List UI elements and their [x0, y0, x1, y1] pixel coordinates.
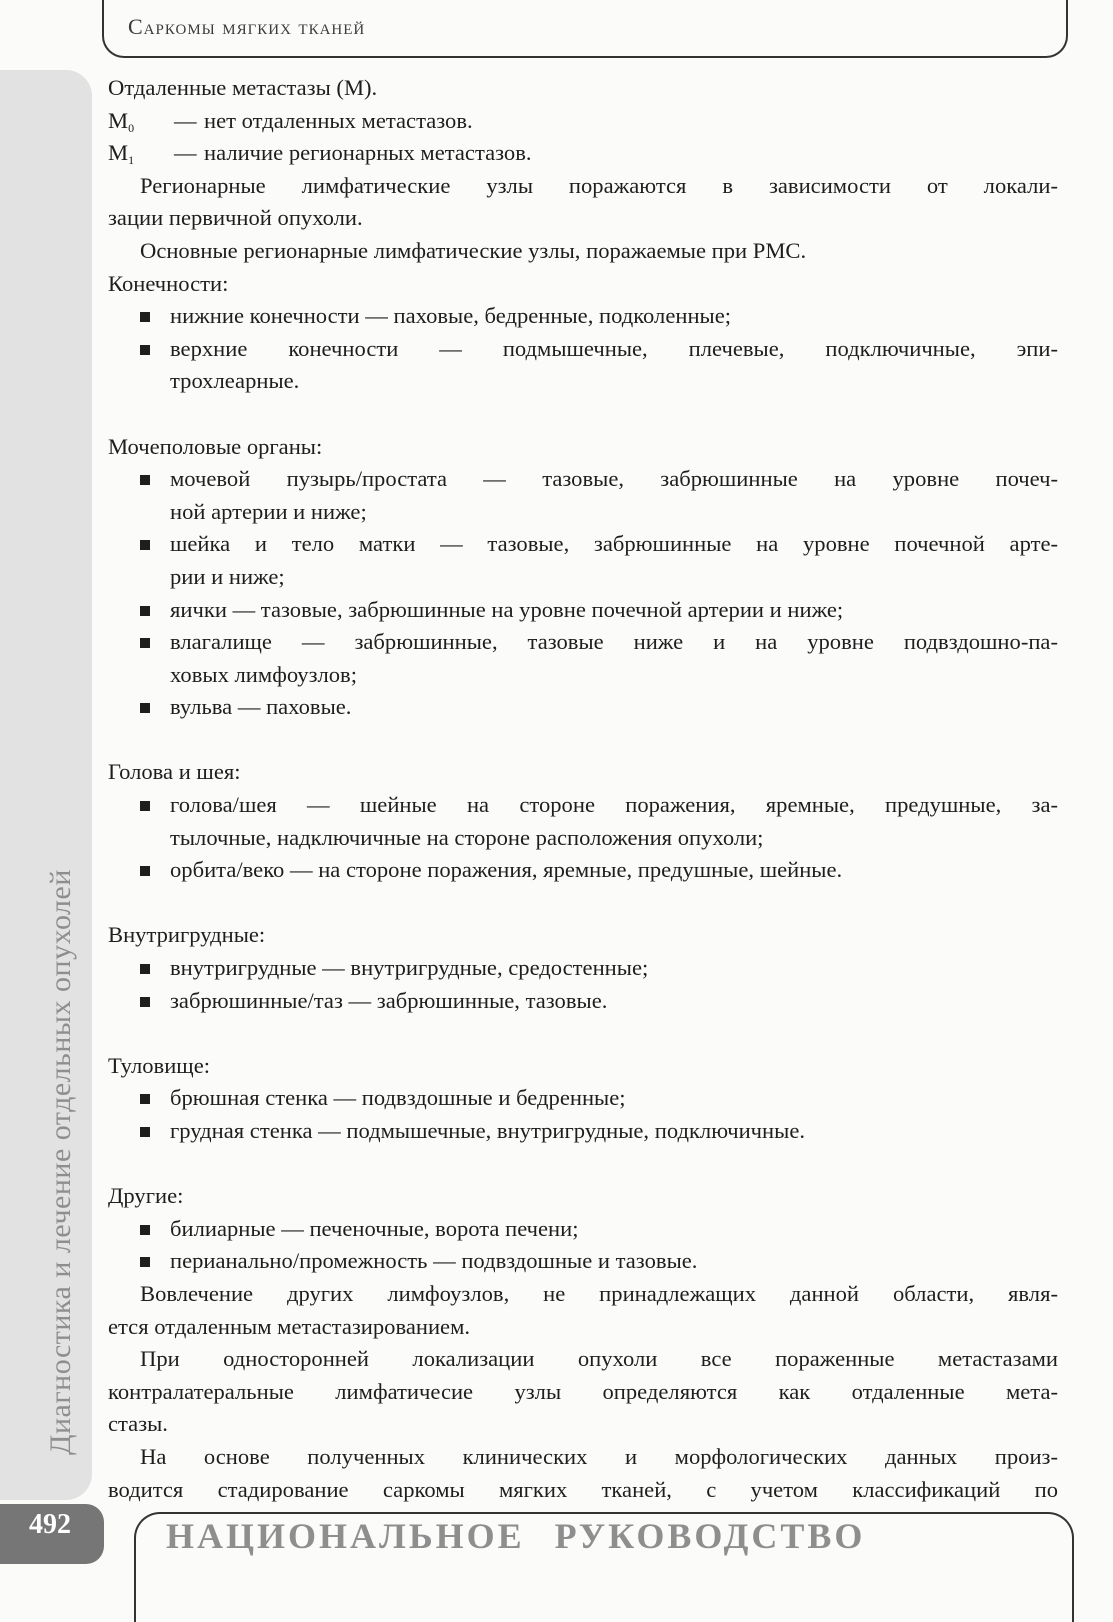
metastasis-heading: Отдаленные метастазы (М).	[108, 75, 378, 100]
list-item: перианально/промежность — подвздошные и тазовые.	[108, 1245, 1058, 1278]
series-title: НАЦИОНАЛЬНОЕ РУКОВОДСТВО	[166, 1516, 866, 1556]
list-item-continuation: трохлеарные.	[170, 368, 300, 394]
intro-paragraph-line: зации первичной опухоли.	[108, 205, 363, 231]
list-item: верхние конечности — подмышечные, плечевые, подключичные, эпи-	[108, 333, 1058, 366]
list-item: грудная стенка — подмышечные, внутригрудные, подключичные.	[108, 1115, 1058, 1148]
list-item: билиарные — печеночные, ворота печени;	[108, 1213, 1058, 1246]
list-item: забрюшинные/таз — забрюшинные, тазовые.	[108, 985, 1058, 1018]
intro-paragraph-2: Основные регионарные лимфатические узлы, поражаемые при РМС.	[140, 237, 807, 263]
list-item: брюшная стенка — подвздошные и бедренные;	[108, 1082, 1058, 1115]
closing-paragraphs	[108, 1278, 1058, 1506]
page-body	[108, 72, 1058, 1506]
section-gap	[108, 887, 1058, 920]
paragraph-line: контралатеральные лимфатичесие узлы определяются как отдаленные мета-	[108, 1378, 1058, 1404]
list-item-continuation: тылочные, надключичные на стороне расположения опухоли;	[170, 824, 764, 850]
list-item: орбита/веко — на стороне поражения, яремные, предушные, шейные.	[108, 854, 1058, 887]
list-item: нижние конечности — паховые, бедренные, подколенные;	[108, 300, 1058, 333]
section-title: Голова и шея:	[108, 759, 241, 785]
section-title: Мочеполовые органы:	[108, 433, 323, 459]
list-item: шейка и тело матки — тазовые, забрюшинные на уровне почечной арте-	[108, 528, 1058, 561]
lymph-node-sections	[108, 268, 1058, 1278]
list-item-continuation: ной артерии и ниже;	[170, 498, 367, 524]
paragraph-line: При односторонней локализации опухоли все пораженные метастазами	[140, 1346, 1058, 1372]
section-title: Конечности:	[108, 270, 229, 296]
m0-symbol: $M_0$	[108, 107, 135, 135]
paragraph-line: водится стадирование саркомы мягких тканей, с учетом классификаций по	[108, 1476, 1058, 1502]
list-item-continuation: ховых лимфоузлов;	[170, 661, 358, 687]
m1-text: наличие регионарных метастазов.	[204, 140, 532, 166]
list-item: голова/шея — шейные на стороне поражения, яремные, предушные, за-	[108, 789, 1058, 822]
list-item-continuation: рии и ниже;	[170, 563, 285, 589]
paragraph-line: На основе полученных клинических и морфологических данных произ-	[140, 1443, 1058, 1469]
paragraph-line: Вовлечение других лимфоузлов, не принадлежащих данной области, явля-	[140, 1280, 1058, 1306]
section-title: Внутригрудные:	[108, 922, 266, 948]
m0-text: нет отдаленных метастазов.	[204, 107, 473, 133]
list-item: мочевой пузырь/простата — тазовые, забрюшинные на уровне почеч-	[108, 463, 1058, 496]
m0-dash: —	[174, 107, 197, 133]
page-number: 492	[29, 1509, 71, 1540]
list-item: внутригрудные — внутригрудные, средостенные;	[108, 952, 1058, 985]
list-item: вульва — паховые.	[108, 691, 1058, 724]
section-gap	[108, 1148, 1058, 1181]
running-title: Саркомы мягких тканей	[128, 14, 366, 39]
section-gap	[108, 398, 1058, 431]
list-item: яички — тазовые, забрюшинные на уровне почечной артерии и ниже;	[108, 594, 1058, 627]
section-gap	[108, 1017, 1058, 1050]
list-item: влагалище — забрюшинные, тазовые ниже и на уровне подвздошно-па-	[108, 626, 1058, 659]
section-gap	[108, 724, 1058, 757]
m1-symbol: $M_1$	[108, 140, 135, 168]
section-title: Туловище:	[108, 1052, 211, 1078]
m1-row	[108, 137, 1058, 170]
m1-dash: —	[174, 140, 197, 166]
intro-paragraph-line: Регионарные лимфатические узлы поражаются в зависимости от локали-	[140, 172, 1058, 198]
m0-row	[108, 105, 1058, 138]
paragraph-line: ется отдаленным метастазированием.	[108, 1313, 471, 1339]
sidebar-section-title: Диагностика и лечение отдельных опухолей	[44, 869, 77, 1455]
section-title: Другие:	[108, 1183, 184, 1209]
paragraph-line: стазы.	[108, 1411, 168, 1437]
